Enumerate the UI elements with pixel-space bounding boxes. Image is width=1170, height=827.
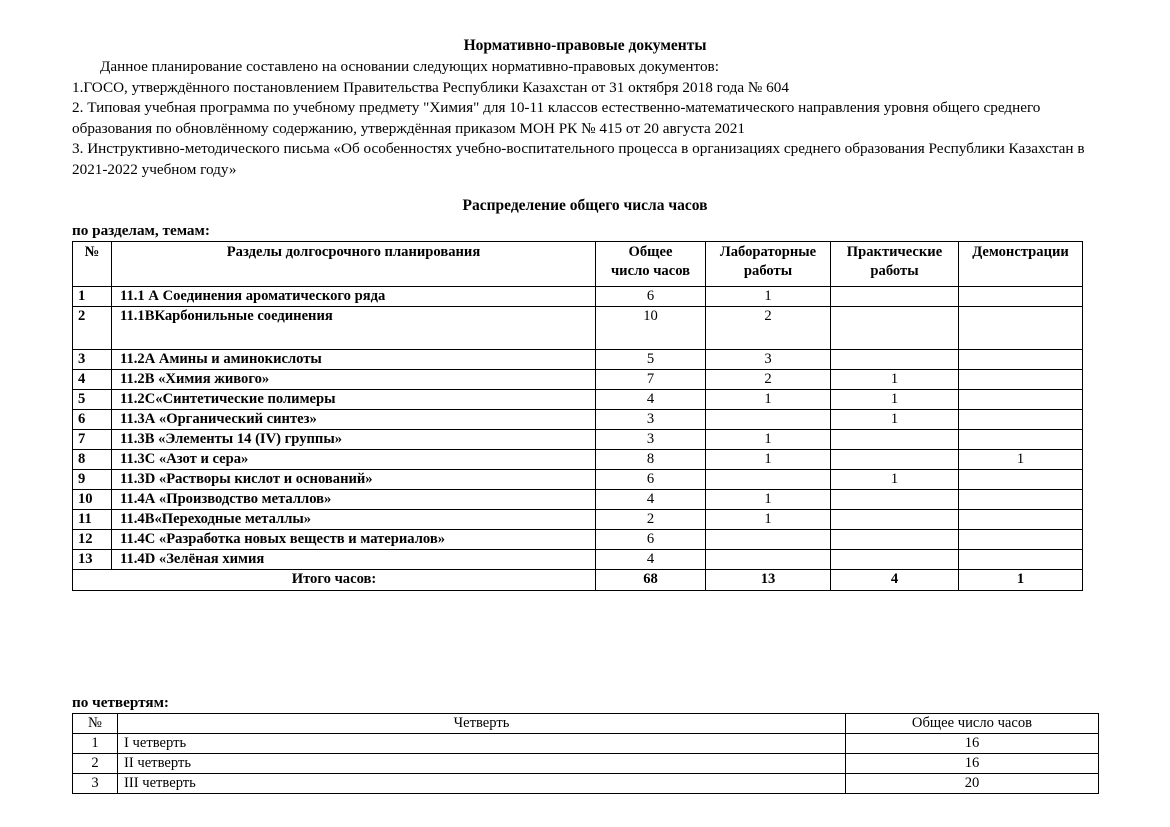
table-row (73, 450, 1083, 470)
quarters-table (72, 713, 1099, 794)
table-row (73, 470, 1083, 490)
total-row (73, 570, 1083, 591)
list-item (73, 734, 1099, 754)
row-practical (831, 530, 959, 550)
row-lab: 2 (706, 370, 831, 390)
row-demo (959, 490, 1083, 510)
header-total-line2: число часов (610, 263, 691, 279)
row-section: 11.2В «Химия живого» (112, 370, 596, 390)
row-demo (959, 530, 1083, 550)
row-lab (706, 470, 831, 490)
row-num: 8 (73, 450, 112, 470)
row-num: 2 (73, 307, 112, 350)
row-num: 10 (73, 490, 112, 510)
row-num: 1 (73, 287, 112, 307)
total-hours: 68 (596, 570, 706, 591)
row-total: 6 (596, 530, 706, 550)
row-practical: 1 (831, 410, 959, 430)
legal-item-1: 1.ГОСО, утверждённого постановлением Правительства Республики Казахстан от 31 октября 2018 года № 604 (72, 78, 789, 96)
row-demo (959, 370, 1083, 390)
table-row (73, 550, 1083, 570)
hours-table-footer (73, 570, 1083, 591)
row-total: 7 (596, 370, 706, 390)
row-practical (831, 350, 959, 370)
table-row (73, 390, 1083, 410)
total-demo: 1 (959, 570, 1083, 591)
row-total: 4 (596, 490, 706, 510)
row-lab: 3 (706, 350, 831, 370)
quarter-row-name: II четверть (118, 754, 846, 774)
hours-section-title: Распределение общего числа часов (462, 197, 708, 214)
row-num: 12 (73, 530, 112, 550)
row-section: 11.4В«Переходные металлы» (112, 510, 596, 530)
quarter-row-name: III четверть (118, 774, 846, 794)
row-lab: 1 (706, 510, 831, 530)
table-header-row (73, 242, 1083, 287)
row-section: 11.2С«Синтетические полимеры (112, 390, 596, 410)
table-row (73, 430, 1083, 450)
header-practical-line1: Практические (846, 244, 943, 260)
document-content (72, 36, 1098, 794)
row-demo (959, 410, 1083, 430)
quarter-row-num: 1 (73, 734, 118, 754)
row-lab: 1 (706, 287, 831, 307)
table-row (73, 307, 1083, 350)
table-row (73, 350, 1083, 370)
row-demo (959, 307, 1083, 350)
hours-table-body (73, 287, 1083, 570)
list-item (73, 754, 1099, 774)
row-practical: 1 (831, 370, 959, 390)
row-lab: 1 (706, 430, 831, 450)
quarters-section-sublabel: по четвертям: (72, 694, 169, 711)
quarter-row-hours: 16 (846, 754, 1099, 774)
row-section: 11.1 А Соединения ароматического ряда (112, 287, 596, 307)
row-total: 3 (596, 430, 706, 450)
quarters-header-num: № (73, 714, 118, 734)
header-practical (831, 242, 959, 287)
row-section: 11.4D «Зелёная химия (112, 550, 596, 570)
hours-table-header (73, 242, 1083, 287)
row-section: 11.2А Амины и аминокислоты (112, 350, 596, 370)
header-practical-line2: работы (870, 263, 919, 279)
row-practical (831, 490, 959, 510)
row-section: 11.3С «Азот и сера» (112, 450, 596, 470)
row-total: 6 (596, 470, 706, 490)
row-lab: 1 (706, 390, 831, 410)
row-num: 5 (73, 390, 112, 410)
row-num: 7 (73, 430, 112, 450)
row-section: 11.4А «Производство металлов» (112, 490, 596, 510)
row-num: 9 (73, 470, 112, 490)
table-row (73, 490, 1083, 510)
row-practical (831, 510, 959, 530)
row-practical: 1 (831, 470, 959, 490)
row-section: 11.1ВКарбонильные соединения (112, 307, 596, 350)
quarters-header-quarter: Четверть (118, 714, 846, 734)
row-section: 11.3В «Элементы 14 (IV) группы» (112, 430, 596, 450)
row-num: 6 (73, 410, 112, 430)
row-total: 5 (596, 350, 706, 370)
row-lab: 1 (706, 450, 831, 470)
row-practical (831, 287, 959, 307)
row-lab (706, 530, 831, 550)
header-num: № (73, 242, 112, 287)
header-total-line1: Общее (628, 244, 673, 260)
row-practical (831, 550, 959, 570)
row-section: 11.4С «Разработка новых веществ и материалов» (112, 530, 596, 550)
row-total: 10 (596, 307, 706, 350)
row-demo (959, 287, 1083, 307)
row-demo (959, 430, 1083, 450)
hours-table (72, 241, 1083, 591)
row-total: 2 (596, 510, 706, 530)
table-row (73, 287, 1083, 307)
legal-item-3: 3. Инструктивно-методического письма «Об особенностях учебно-воспитательного процесса в организациях среднего образования Республики Казахстан в 2021-2022 учебном году» (72, 140, 1085, 178)
row-section: 11.3D «Растворы кислот и оснований» (112, 470, 596, 490)
quarter-row-num: 3 (73, 774, 118, 794)
row-total: 8 (596, 450, 706, 470)
header-total (596, 242, 706, 287)
header-lab-line2: работы (743, 263, 793, 279)
quarters-table-body (73, 734, 1099, 794)
intro-paragraph: Данное планирование составлено на основании следующих нормативно-правовых документов: (100, 58, 719, 75)
row-section: 11.3А «Органический синтез» (112, 410, 596, 430)
quarters-table-header (73, 714, 1099, 734)
row-total: 4 (596, 390, 706, 410)
row-demo (959, 510, 1083, 530)
header-lab-line1: Лабораторные (719, 244, 817, 260)
row-practical: 1 (831, 390, 959, 410)
total-label: Итого часов: (73, 570, 596, 591)
quarter-row-hours: 20 (846, 774, 1099, 794)
row-lab (706, 550, 831, 570)
page-title: Нормативно-правовые документы (463, 37, 707, 54)
total-lab: 13 (706, 570, 831, 591)
row-num: 4 (73, 370, 112, 390)
section-spacer (72, 591, 1098, 687)
table-row (73, 370, 1083, 390)
row-demo (959, 550, 1083, 570)
header-lab (706, 242, 831, 287)
row-practical (831, 450, 959, 470)
row-total: 3 (596, 410, 706, 430)
row-total: 6 (596, 287, 706, 307)
hours-section-sublabel: по разделам, темам: (72, 222, 210, 239)
row-practical (831, 307, 959, 350)
quarter-row-name: I четверть (118, 734, 846, 754)
row-num: 13 (73, 550, 112, 570)
row-num: 3 (73, 350, 112, 370)
table-row (73, 410, 1083, 430)
quarter-row-hours: 16 (846, 734, 1099, 754)
quarter-row-num: 2 (73, 754, 118, 774)
row-practical (831, 430, 959, 450)
row-demo (959, 390, 1083, 410)
header-sections: Разделы долгосрочного планирования (112, 242, 596, 287)
table-row (73, 510, 1083, 530)
table-header-row (73, 714, 1099, 734)
table-row (73, 530, 1083, 550)
row-demo: 1 (959, 450, 1083, 470)
header-demo: Демонстрации (959, 242, 1083, 287)
row-demo (959, 350, 1083, 370)
row-num: 11 (73, 510, 112, 530)
row-total: 4 (596, 550, 706, 570)
row-lab: 1 (706, 490, 831, 510)
row-demo (959, 470, 1083, 490)
row-lab (706, 410, 831, 430)
list-item (73, 774, 1099, 794)
row-lab: 2 (706, 307, 831, 350)
quarters-header-hours: Общее число часов (846, 714, 1099, 734)
total-practical: 4 (831, 570, 959, 591)
legal-item-2: 2. Типовая учебная программа по учебному предмету "Химия" для 10-11 классов естественно-математического направления уровня общего среднего образования по обновлённому содержанию, утверждённая приказом МОН РК № 415 от 20 августа 2021 (72, 99, 1041, 137)
